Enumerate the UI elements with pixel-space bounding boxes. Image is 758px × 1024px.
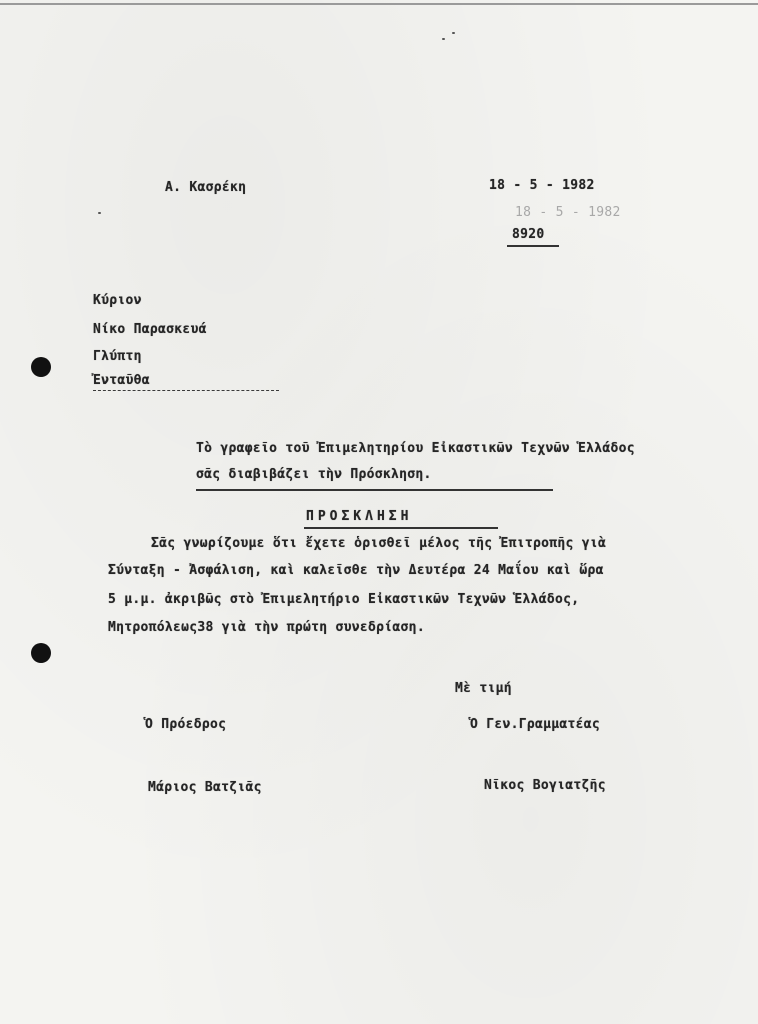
document-heading: ΠΡΟΣΚΛΗΣΗ bbox=[306, 509, 413, 524]
body-line-4: Μητροπόλεως38 γιὰ τὴν πρώτη συνεδρίαση. bbox=[108, 620, 425, 635]
recipient-name: Νίκο Παρασκευά bbox=[93, 322, 207, 337]
intro-line-2: σᾶς διαβιβάζει τὴν Πρόσκληση. bbox=[196, 467, 432, 482]
closing-phrase: Μὲ τιμή bbox=[455, 681, 512, 696]
recipient-place: Ἐνταῦθα bbox=[93, 373, 150, 388]
scan-speck bbox=[442, 38, 445, 40]
recipient-title: Γλύπτη bbox=[93, 349, 142, 364]
top-edge-rule bbox=[0, 3, 758, 5]
letter-date: 18 - 5 - 1982 bbox=[489, 178, 595, 193]
punch-hole-lower bbox=[31, 643, 51, 663]
protocol-number: 8920 bbox=[512, 227, 545, 242]
recipient-salutation: Κύριον bbox=[93, 293, 142, 308]
punch-hole-upper bbox=[31, 357, 51, 377]
right-signatory-name: Νῖκος Βογιατζῆς bbox=[484, 778, 606, 793]
left-signatory-name: Μάριος Βατζιᾶς bbox=[148, 780, 262, 795]
left-signatory-role: Ὁ Πρόεδρος bbox=[145, 717, 227, 732]
intro-underline bbox=[196, 489, 553, 491]
scan-speck bbox=[452, 32, 455, 34]
reference-initials: Α. Κασρέκη bbox=[165, 180, 247, 195]
body-line-3: 5 μ.μ. ἀκριβῶς στὸ Ἐπιμελητήριο Εἰκαστικῶν Τεχνῶν Ἑλλάδος, bbox=[108, 592, 580, 607]
protocol-underline bbox=[507, 245, 559, 247]
right-signatory-role: Ὁ Γεν.Γραμματέας bbox=[470, 717, 601, 732]
body-line-1: Σᾶς γνωρίζουμε ὅτι ἔχετε ὁρισθεῖ μέλος τῆς Ἐπιτροπῆς γιὰ bbox=[151, 536, 607, 551]
recipient-underline bbox=[93, 390, 279, 391]
body-line-2: Σύνταξη - Ἀσφάλιση, καὶ καλεῖσθε τὴν Δευτέρα 24 Μαΐου καὶ ὥρα bbox=[108, 563, 604, 578]
date-stamp: 18 - 5 - 1982 bbox=[515, 205, 621, 220]
heading-underline bbox=[304, 527, 498, 529]
scan-speck bbox=[98, 212, 101, 214]
intro-line-1: Τὸ γραφεῖο τοῦ Ἐπιμελητηρίου Εἰκαστικῶν Τεχνῶν Ἑλλάδος bbox=[196, 441, 635, 456]
